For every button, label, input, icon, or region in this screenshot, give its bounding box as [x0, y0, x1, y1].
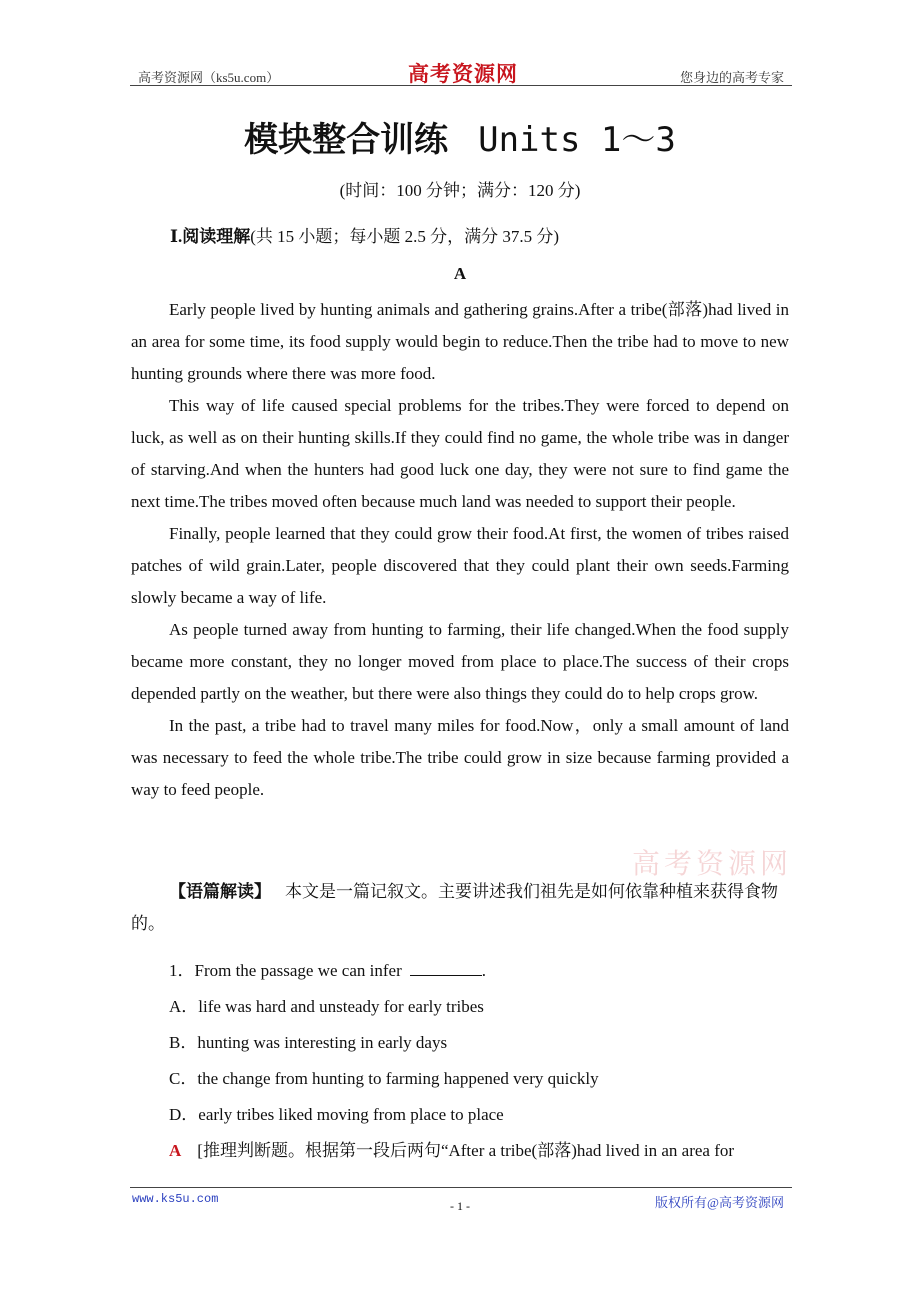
- page-header: [130, 58, 792, 86]
- option-a: [169, 994, 484, 1020]
- option-d: [169, 1102, 504, 1128]
- header-logo: 高考资源网: [408, 62, 518, 86]
- option-text: the change from hunting to farming happened very quickly: [197, 1069, 599, 1088]
- watermark-logo: 高考资源网: [632, 849, 793, 880]
- analysis-tag: 【语篇解读】: [169, 882, 271, 901]
- title-main: 模块整合训练: [244, 120, 449, 160]
- passage-paragraph: This way of life caused special problems for the tribes.They were forced to depend on luck, as well as on their hunting skills.If they could find no game, the whole tribe was in danger of starving.And when the hunters had good luck one day, they were not sure to find game the next time.The tribes moved often because much land was needed to support their people.: [131, 396, 789, 511]
- passage-paragraph: Finally, people learned that they could grow their food.At first, the women of tribes raised patches of wild grain.Later, people discovered that they could plant their own seeds.Farming slowly became a way of life.: [131, 524, 789, 607]
- header-site-name: 高考资源网（ks5u.com）: [138, 70, 280, 85]
- question-stem: [169, 958, 486, 984]
- passage-paragraph: As people turned away from hunting to farming, their life changed.When the food supply became more constant, they no longer moved from place to place.The success of their crops depended partly on the weather, but there were also things they could do to help crops grow.: [131, 620, 789, 703]
- answer-key: A: [169, 1141, 182, 1160]
- passage-analysis: [131, 876, 789, 940]
- footer-copyright: 版权所有@高考资源网: [655, 1195, 784, 1210]
- answer-text: [推理判断题。根据第一段后两句“After a tribe(部落)had lived in an area for: [197, 1141, 735, 1160]
- answer-explanation: [169, 1138, 734, 1164]
- section-detail: (共 15 小题；每小题 2.5 分，满分 37.5 分): [250, 227, 560, 246]
- passage-paragraph: Early people lived by hunting animals and gathering grains.After a tribe(部落)had lived in an area for some time, its food supply would begin to reduce.Then the tribe had to move to new hunting grounds where there was more food.: [131, 300, 789, 383]
- passage-paragraph: In the past, a tribe had to travel many miles for food.Now，only a small amount of land was necessary to feed the whole tribe.The tribe could grow in size because farming provided a way to feed people.: [131, 716, 789, 799]
- footer-url[interactable]: www.ks5u.com: [132, 1192, 219, 1206]
- option-c: [169, 1066, 599, 1092]
- option-letter: C．: [169, 1069, 198, 1088]
- option-text: early tribes liked moving from place to place: [198, 1105, 504, 1124]
- section-heading: [170, 222, 559, 247]
- question-text: From the passage we can infer: [194, 961, 402, 980]
- option-letter: D．: [169, 1105, 199, 1124]
- option-letter: A．: [169, 997, 199, 1016]
- page-number: - 1 -: [450, 1199, 470, 1213]
- analysis-text: 本文是一篇记叙文。主要讲述我们祖先是如何依靠种植来获得食物的。: [131, 882, 778, 933]
- question-number: 1．: [169, 961, 195, 980]
- header-slogan: 您身边的高考专家: [679, 70, 784, 85]
- header-divider: [130, 85, 792, 86]
- option-text: hunting was interesting in early days: [197, 1033, 448, 1052]
- question-end: .: [481, 961, 486, 980]
- option-b: [169, 1030, 447, 1056]
- time-score-info: (时间：100 分钟；满分：120 分): [339, 181, 581, 200]
- section-label: Ⅰ.阅读理解: [170, 227, 251, 246]
- title-units: Units 1～3: [478, 120, 676, 160]
- option-text: life was hard and unsteady for early tribes: [198, 997, 484, 1016]
- footer-divider: [130, 1187, 792, 1188]
- answer-blank: [410, 959, 482, 976]
- option-letter: B．: [169, 1033, 198, 1052]
- page-title: [0, 112, 920, 161]
- reading-passage: [131, 294, 789, 806]
- passage-letter: A: [453, 264, 467, 283]
